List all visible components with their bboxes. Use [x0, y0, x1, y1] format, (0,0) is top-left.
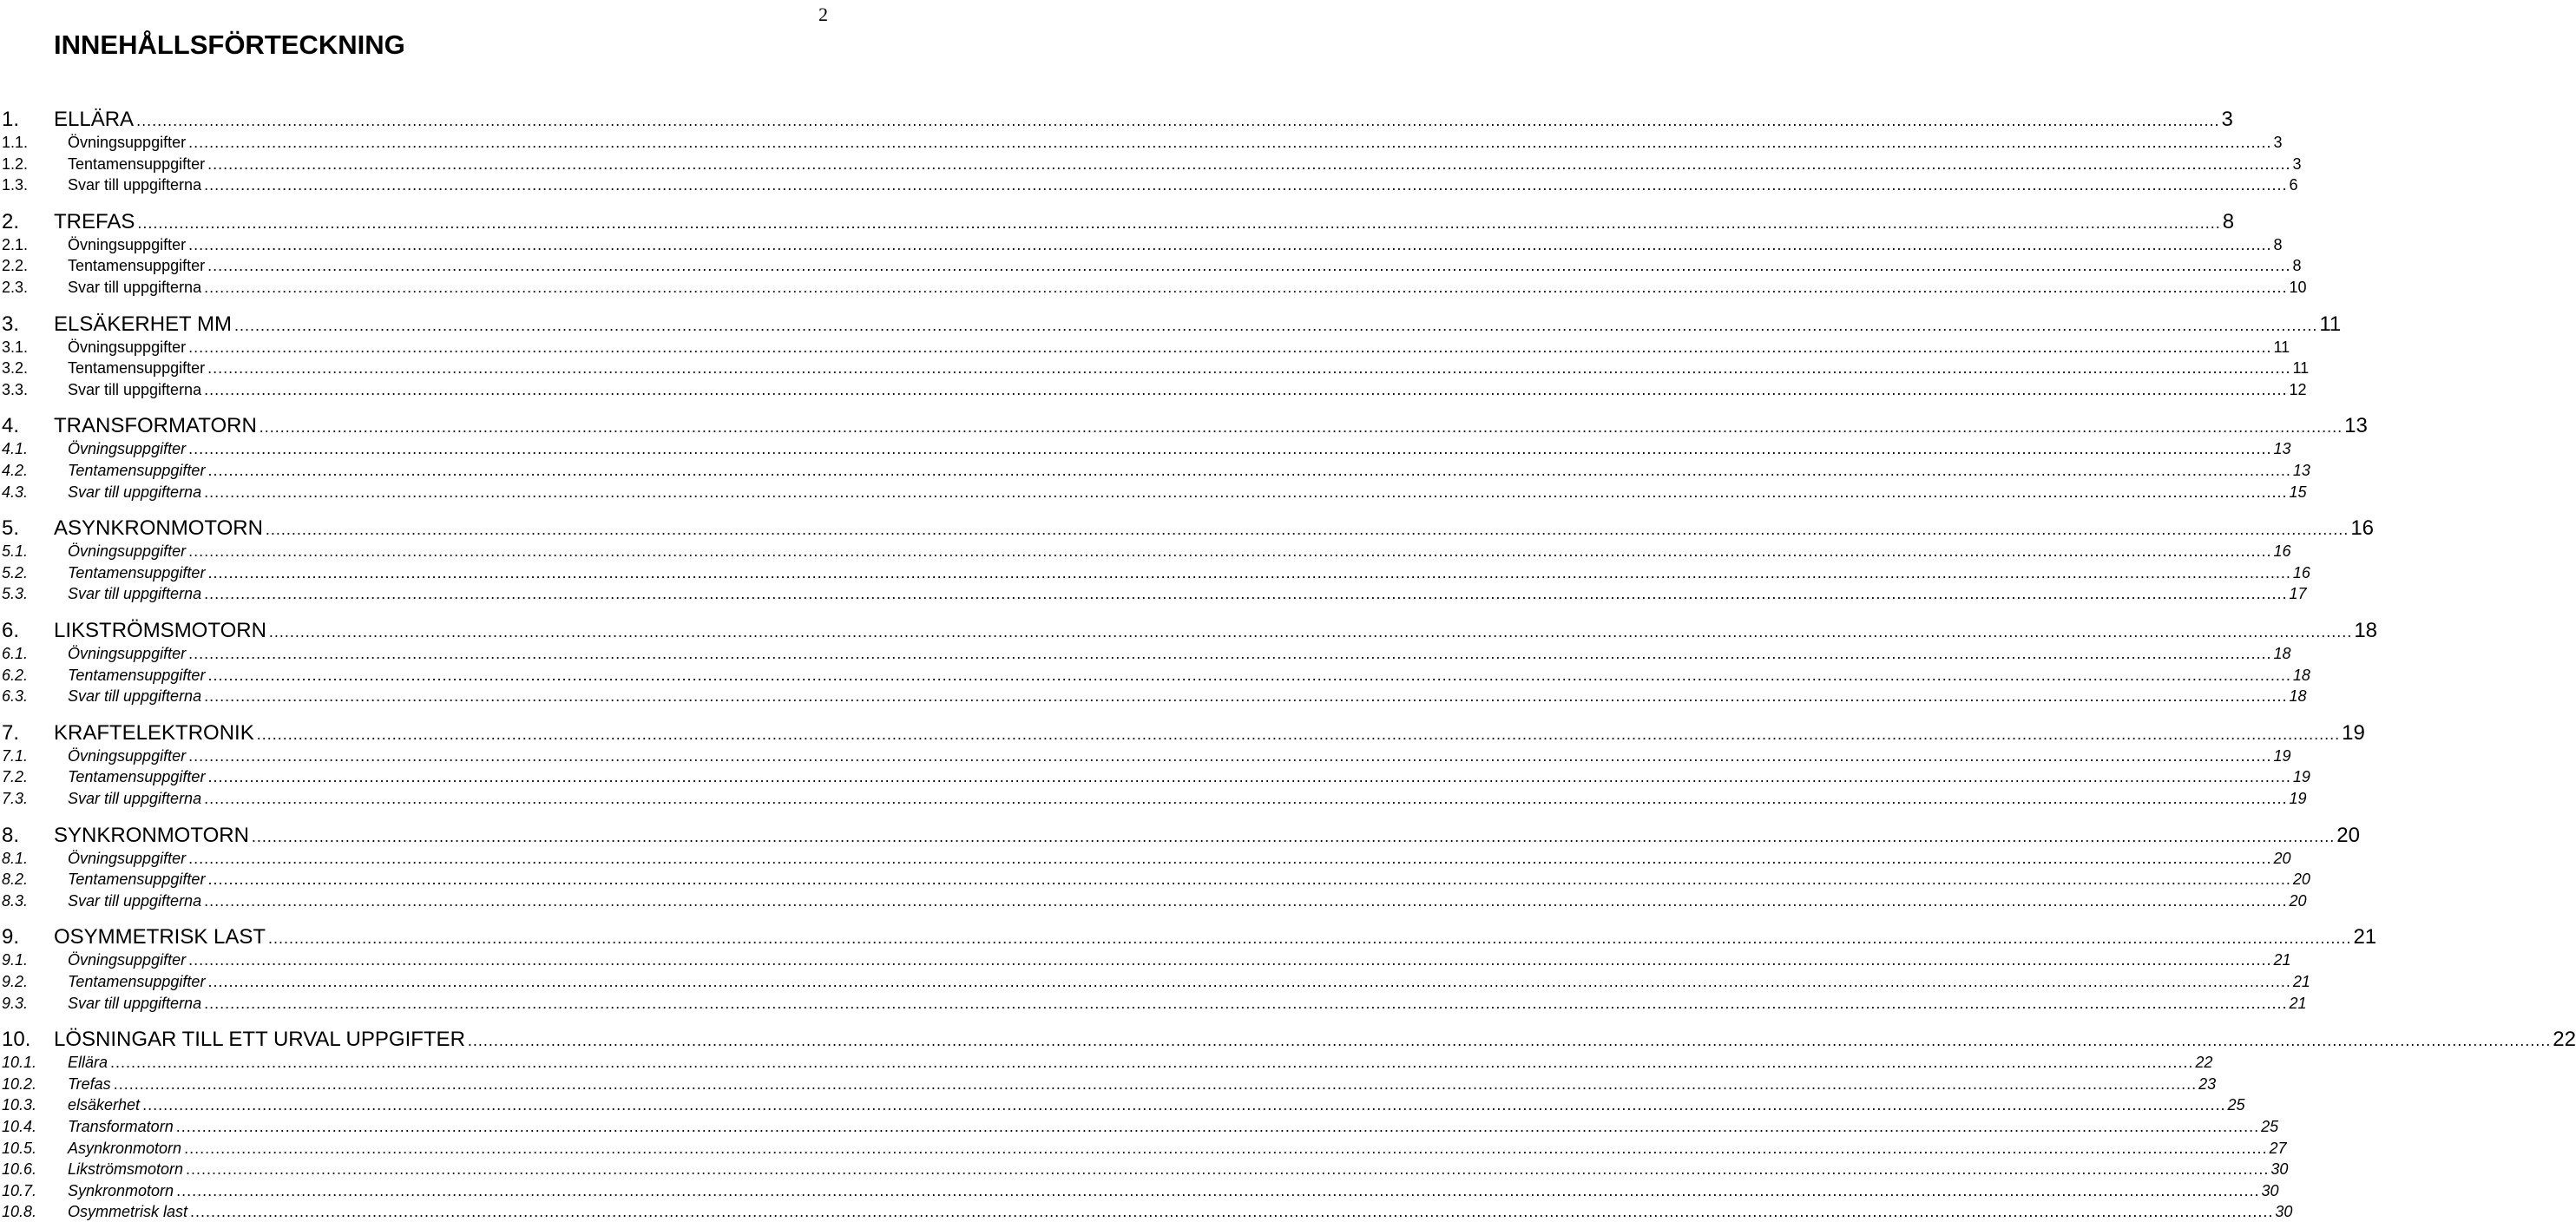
- toc-section-entry[interactable]: [0, 849, 2291, 869]
- dot-leader: ................................................................................................................................................................................................................................................................................................................................................................................................................: [207, 154, 2291, 173]
- toc-entry-number: 10.4.: [2, 1118, 37, 1135]
- dot-leader: ................................................................................................................................................................................................................................................................................................................................................................................................................: [204, 585, 2288, 603]
- toc-entry-line: [54, 516, 2375, 541]
- toc-entry-number: 8.3.: [2, 891, 29, 910]
- dot-leader: ................................................................................................................................................................................................................................................................................................................................................................................................................: [188, 746, 2272, 765]
- toc-entry-page: 13: [2273, 440, 2291, 458]
- toc-entry-line: [68, 380, 2307, 399]
- toc-entry-page: 3: [2273, 134, 2283, 151]
- toc-entry-line: [54, 108, 2233, 132]
- toc-section-entry[interactable]: [0, 585, 2307, 604]
- toc-entry-line: [68, 891, 2307, 910]
- toc-entry-number: 7.2.: [2, 768, 29, 786]
- toc-entry-label: Svar till uppgifterna: [68, 380, 202, 398]
- toc-entry-page: 11: [2273, 338, 2290, 356]
- dot-leader: ................................................................................................................................................................................................................................................................................................................................................................................................................: [204, 891, 2288, 910]
- toc-entry-number: 2.2.: [2, 257, 29, 275]
- toc-entry-line: [68, 687, 2307, 706]
- dot-leader: ................................................................................................................................................................................................................................................................................................................................................................................................................: [207, 257, 2291, 275]
- toc-entry-line: [68, 1181, 2279, 1200]
- toc-entry-number: 3.: [2, 312, 20, 336]
- toc-entry-line: [68, 462, 2310, 480]
- toc-entry-number: 3.1.: [2, 338, 29, 356]
- toc-entry-label: LIKSTRÖMSMOTORN: [54, 619, 266, 642]
- dot-leader: ................................................................................................................................................................................................................................................................................................................................................................................................................: [188, 440, 2272, 458]
- toc-section-entry[interactable]: [0, 1203, 2293, 1222]
- toc-entry-label: Tentamensuppgifter: [68, 871, 206, 889]
- dot-leader: ................................................................................................................................................................................................................................................................................................................................................................................................................: [265, 521, 2349, 539]
- dot-leader: ................................................................................................................................................................................................................................................................................................................................................................................................................: [207, 462, 2291, 479]
- toc-entry-line: [68, 563, 2310, 582]
- dot-leader: ................................................................................................................................................................................................................................................................................................................................................................................................................: [188, 338, 2272, 356]
- toc-entry-label: Övningsuppgifter: [68, 440, 187, 458]
- toc-entry-number: 2.3.: [2, 279, 29, 296]
- toc-chapter-entry[interactable]: [0, 414, 2368, 438]
- toc-entry-line: [68, 1096, 2245, 1114]
- dot-leader: ................................................................................................................................................................................................................................................................................................................................................................................................................: [188, 542, 2272, 561]
- toc-entry-number: 3.2.: [2, 359, 29, 378]
- toc-entry-page: 20: [2336, 823, 2360, 847]
- toc-entry-page: 13: [2292, 462, 2310, 479]
- toc-chapter-entry[interactable]: [0, 925, 2377, 949]
- dot-leader: ................................................................................................................................................................................................................................................................................................................................................................................................................: [207, 666, 2291, 684]
- toc-entry-number: 2.1.: [2, 235, 29, 253]
- toc-entry-page: 16: [2273, 542, 2291, 561]
- dot-leader: ................................................................................................................................................................................................................................................................................................................................................................................................................: [204, 790, 2288, 807]
- toc-entry-line: [68, 790, 2307, 808]
- toc-section-entry[interactable]: [0, 380, 2307, 400]
- toc-chapter-entry[interactable]: [0, 209, 2235, 234]
- toc-entry-label: Synkronmotorn: [68, 1181, 174, 1199]
- toc-entry-line: [54, 619, 2378, 643]
- toc-entry-label: Övningsuppgifter: [68, 849, 187, 867]
- toc-entry-label: Asynkronmotorn: [68, 1139, 182, 1157]
- toc-section-entry[interactable]: [0, 1139, 2287, 1159]
- toc-section-entry[interactable]: [0, 666, 2310, 686]
- toc-entry-number: 6.3.: [2, 687, 29, 706]
- toc-entry-number: 10.3.: [2, 1096, 37, 1114]
- toc-entry-line: [68, 871, 2310, 889]
- toc-entry-line: [68, 951, 2291, 969]
- toc-entry-label: ASYNKRONMOTORN: [54, 516, 263, 541]
- dot-leader: ................................................................................................................................................................................................................................................................................................................................................................................................................: [233, 316, 2318, 334]
- toc-entry-page: 18: [2289, 687, 2307, 706]
- toc-entry-label: Övningsuppgifter: [68, 951, 187, 969]
- toc-entry-label: Tentamensuppgifter: [68, 359, 206, 378]
- toc-entry-label: Svar till uppgifterna: [68, 483, 202, 501]
- toc-chapter-entry[interactable]: [0, 1028, 2576, 1052]
- toc-entry-page: 27: [2269, 1139, 2287, 1157]
- toc-section-entry[interactable]: [0, 462, 2310, 481]
- toc-entry-number: 1.2.: [2, 154, 29, 173]
- toc-chapter-entry[interactable]: [0, 516, 2375, 541]
- toc-section-entry[interactable]: [0, 973, 2310, 992]
- toc-entry-page: 19: [2292, 768, 2310, 786]
- toc-entry-line: [68, 440, 2291, 458]
- toc-entry-number: 6.: [2, 619, 20, 642]
- toc-section-entry[interactable]: [0, 235, 2283, 255]
- toc-entry-number: 6.2.: [2, 666, 29, 684]
- toc-chapter-entry[interactable]: [0, 108, 2233, 132]
- toc-entry-number: 8.2.: [2, 871, 29, 889]
- dot-leader: ................................................................................................................................................................................................................................................................................................................................................................................................................: [207, 768, 2291, 786]
- dot-leader: ................................................................................................................................................................................................................................................................................................................................................................................................................: [188, 849, 2272, 867]
- toc-entry-line: [68, 359, 2310, 378]
- toc-entry-page: 3: [2221, 108, 2233, 131]
- toc-entry-number: 10.1.: [2, 1054, 37, 1072]
- toc-entry-number: 10.2.: [2, 1074, 37, 1093]
- toc-entry-label: Svar till uppgifterna: [68, 585, 202, 603]
- toc-entry-label: Ellära: [68, 1054, 108, 1072]
- toc-entry-number: 9.2.: [2, 973, 29, 990]
- toc-section-entry[interactable]: [0, 1054, 2213, 1073]
- toc-chapter-entry[interactable]: [0, 619, 2378, 643]
- toc-entry-line: [68, 994, 2307, 1013]
- dot-leader: ................................................................................................................................................................................................................................................................................................................................................................................................................: [110, 1054, 2194, 1072]
- toc-entry-page: 19: [2342, 720, 2365, 745]
- toc-entry-number: 10.5.: [2, 1139, 37, 1157]
- toc-entry-page: 18: [2273, 645, 2291, 662]
- toc-entry-label: Transformatorn: [68, 1118, 174, 1135]
- toc-entry-page: 18: [2354, 619, 2378, 642]
- toc-entry-number: 5.2.: [2, 563, 29, 581]
- toc-entry-line: [54, 312, 2342, 337]
- toc-entry-line: [68, 483, 2307, 502]
- dot-leader: ................................................................................................................................................................................................................................................................................................................................................................................................................: [204, 380, 2288, 398]
- toc-entry-page: 16: [2292, 563, 2310, 581]
- toc-entry-label: Övningsuppgifter: [68, 645, 187, 662]
- toc-entry-line: [54, 925, 2377, 949]
- dot-leader: ................................................................................................................................................................................................................................................................................................................................................................................................................: [204, 483, 2288, 501]
- toc-entry-number: 8.1.: [2, 849, 29, 867]
- toc-section-entry[interactable]: [0, 1096, 2245, 1115]
- dot-leader: ................................................................................................................................................................................................................................................................................................................................................................................................................: [207, 359, 2291, 378]
- toc-entry-number: 10.: [2, 1028, 31, 1052]
- toc-entry-number: 5.3.: [2, 585, 29, 603]
- dot-leader: ................................................................................................................................................................................................................................................................................................................................................................................................................: [137, 214, 2221, 232]
- toc-section-entry[interactable]: [0, 790, 2307, 809]
- toc-entry-page: 30: [2270, 1160, 2289, 1179]
- dot-leader: ................................................................................................................................................................................................................................................................................................................................................................................................................: [204, 176, 2288, 194]
- toc-entry-line: [68, 1054, 2213, 1072]
- toc-entry-label: Likströmsmotorn: [68, 1160, 184, 1179]
- toc-entry-line: [68, 338, 2290, 357]
- toc-entry-line: [68, 746, 2291, 765]
- toc-entry-label: Övningsuppgifter: [68, 134, 187, 151]
- toc-entry-line: [68, 645, 2291, 663]
- toc-entry-line: [68, 1160, 2289, 1179]
- toc-entry-label: Övningsuppgifter: [68, 542, 187, 561]
- toc-entry-number: 6.1.: [2, 645, 29, 662]
- toc-entry-number: 9.1.: [2, 951, 29, 969]
- toc-entry-label: Osymmetrisk last: [68, 1203, 188, 1221]
- toc-entry-line: [68, 1203, 2293, 1221]
- toc-entry-label: Tentamensuppgifter: [68, 973, 206, 990]
- toc-entry-number: 10.7.: [2, 1181, 37, 1199]
- toc-entry-line: [68, 279, 2307, 297]
- toc-entry-line: [68, 585, 2307, 603]
- toc-section-entry[interactable]: [0, 338, 2290, 358]
- toc-entry-line: [68, 176, 2298, 194]
- toc-entry-page: 10: [2289, 279, 2307, 296]
- dot-leader: ................................................................................................................................................................................................................................................................................................................................................................................................................: [188, 134, 2272, 151]
- toc-entry-number: 5.: [2, 516, 20, 541]
- toc-entry-number: 9.3.: [2, 994, 29, 1012]
- toc-entry-line: [68, 154, 2302, 174]
- toc-section-entry[interactable]: [0, 542, 2291, 562]
- toc-entry-page: 18: [2292, 666, 2310, 684]
- toc-section-entry[interactable]: [0, 359, 2310, 378]
- toc-entry-label: Tentamensuppgifter: [68, 666, 206, 684]
- toc-entry-number: 7.: [2, 720, 20, 745]
- toc-entry-page: 20: [2289, 891, 2307, 910]
- toc-entry-number: 8.: [2, 823, 20, 847]
- page-title: INNEHÅLLSFÖRTECKNING: [54, 30, 405, 60]
- toc-entry-page: 21: [2289, 994, 2307, 1012]
- toc-entry-line: [68, 257, 2302, 275]
- toc-entry-line: [54, 720, 2365, 746]
- dot-leader: ................................................................................................................................................................................................................................................................................................................................................................................................................: [207, 871, 2291, 889]
- toc-entry-label: Tentamensuppgifter: [68, 768, 206, 786]
- dot-leader: ................................................................................................................................................................................................................................................................................................................................................................................................................: [268, 623, 2353, 641]
- toc-section-entry[interactable]: [0, 687, 2307, 706]
- dot-leader: ................................................................................................................................................................................................................................................................................................................................................................................................................: [188, 645, 2272, 662]
- toc-entry-number: 9.: [2, 925, 20, 949]
- toc-entry-page: 8: [2222, 209, 2235, 233]
- dot-leader: ................................................................................................................................................................................................................................................................................................................................................................................................................: [256, 725, 2341, 743]
- dot-leader: ................................................................................................................................................................................................................................................................................................................................................................................................................: [188, 951, 2272, 969]
- toc-entry-page: 17: [2289, 585, 2307, 603]
- toc-entry-label: Tentamensuppgifter: [68, 154, 206, 173]
- toc-entry-page: 23: [2198, 1074, 2217, 1093]
- toc-entry-label: Svar till uppgifterna: [68, 891, 202, 910]
- toc-entry-label: Övningsuppgifter: [68, 235, 187, 253]
- toc-entry-page: 30: [2275, 1203, 2293, 1221]
- toc-section-entry[interactable]: [0, 746, 2291, 766]
- toc-entry-number: 7.3.: [2, 790, 29, 807]
- toc-section-entry[interactable]: [0, 891, 2307, 911]
- toc-entry-line: [54, 414, 2368, 438]
- toc-entry-line: [68, 235, 2283, 254]
- toc-entry-page: 12: [2289, 380, 2307, 398]
- toc-entry-page: 13: [2344, 414, 2368, 438]
- toc-entry-page: 8: [2292, 257, 2302, 275]
- toc-section-entry[interactable]: [0, 994, 2307, 1014]
- toc-entry-page: 25: [2261, 1118, 2279, 1135]
- toc-entry-number: 1.1.: [2, 134, 29, 151]
- dot-leader: ................................................................................................................................................................................................................................................................................................................................................................................................................: [175, 1118, 2260, 1135]
- toc-section-entry[interactable]: [0, 176, 2298, 195]
- toc-entry-label: SYNKRONMOTORN: [54, 823, 249, 847]
- toc-entry-line: [68, 1118, 2279, 1136]
- toc-entry-page: 21: [2273, 951, 2291, 969]
- toc-entry-label: Trefas: [68, 1074, 111, 1093]
- toc-entry-number: 10.6.: [2, 1160, 37, 1179]
- toc-entry-label: Övningsuppgifter: [68, 746, 187, 765]
- dot-leader: ................................................................................................................................................................................................................................................................................................................................................................................................................: [204, 279, 2288, 296]
- toc-section-entry[interactable]: [0, 645, 2291, 664]
- dot-leader: ................................................................................................................................................................................................................................................................................................................................................................................................................: [207, 973, 2291, 990]
- toc-section-entry[interactable]: [0, 768, 2310, 787]
- toc-entry-page: 19: [2273, 746, 2291, 765]
- toc-section-entry[interactable]: [0, 871, 2310, 890]
- dot-leader: ................................................................................................................................................................................................................................................................................................................................................................................................................: [251, 827, 2336, 845]
- toc-entry-label: Svar till uppgifterna: [68, 994, 202, 1012]
- toc-entry-number: 1.3.: [2, 176, 29, 194]
- toc-entry-line: [54, 823, 2360, 848]
- dot-leader: ................................................................................................................................................................................................................................................................................................................................................................................................................: [184, 1139, 2268, 1157]
- toc-chapter-entry[interactable]: [0, 720, 2365, 746]
- toc-entry-label: TREFAS: [54, 209, 135, 233]
- toc-chapter-entry[interactable]: [0, 312, 2342, 337]
- toc-entry-label: elsäkerhet: [68, 1096, 141, 1114]
- toc-entry-label: Svar till uppgifterna: [68, 279, 202, 296]
- toc-entry-page: 21: [2292, 973, 2310, 990]
- toc-section-entry[interactable]: [0, 1160, 2289, 1179]
- toc-entry-page: 30: [2261, 1181, 2279, 1199]
- toc-entry-line: [68, 1074, 2217, 1094]
- toc-entry-number: 2.: [2, 209, 20, 233]
- toc-chapter-entry[interactable]: [0, 823, 2360, 848]
- dot-leader: ................................................................................................................................................................................................................................................................................................................................................................................................................: [268, 930, 2352, 948]
- toc-section-entry[interactable]: [0, 1074, 2217, 1094]
- toc-entry-number: 10.8.: [2, 1203, 37, 1221]
- toc-entry-line: [68, 666, 2310, 685]
- toc-entry-page: 6: [2289, 176, 2298, 194]
- toc-entry-number: 4.3.: [2, 483, 29, 501]
- dot-leader: ................................................................................................................................................................................................................................................................................................................................................................................................................: [190, 1203, 2274, 1221]
- toc-section-entry[interactable]: [0, 154, 2302, 174]
- toc-section-entry[interactable]: [0, 257, 2302, 276]
- toc-entry-label: KRAFTELEKTRONIK: [54, 720, 254, 745]
- toc-section-entry[interactable]: [0, 951, 2291, 970]
- dot-leader: ................................................................................................................................................................................................................................................................................................................................................................................................................: [259, 418, 2343, 437]
- toc-entry-number: 7.1.: [2, 746, 29, 765]
- dot-leader: ................................................................................................................................................................................................................................................................................................................................................................................................................: [176, 1181, 2260, 1199]
- toc-entry-number: 3.3.: [2, 380, 29, 398]
- toc-entry-label: TRANSFORMATORN: [54, 414, 257, 438]
- toc-section-entry[interactable]: [0, 279, 2307, 298]
- toc-entry-line: [68, 1139, 2287, 1158]
- toc-entry-number: 4.2.: [2, 462, 29, 479]
- toc-entry-number: 5.1.: [2, 542, 29, 561]
- dot-leader: ................................................................................................................................................................................................................................................................................................................................................................................................................: [113, 1074, 2198, 1093]
- dot-leader: ................................................................................................................................................................................................................................................................................................................................................................................................................: [186, 1160, 2270, 1179]
- dot-leader: ................................................................................................................................................................................................................................................................................................................................................................................................................: [204, 687, 2288, 706]
- toc-entry-label: Övningsuppgifter: [68, 338, 187, 356]
- dot-leader: ................................................................................................................................................................................................................................................................................................................................................................................................................: [136, 112, 2220, 129]
- toc-entry-page: 3: [2292, 154, 2302, 173]
- toc-entry-label: Svar till uppgifterna: [68, 687, 202, 706]
- toc-entry-label: LÖSNINGAR TILL ETT URVAL UPPGIFTER: [54, 1028, 465, 1052]
- toc-entry-page: 22: [2553, 1028, 2576, 1052]
- toc-section-entry[interactable]: [0, 483, 2307, 503]
- toc-entry-line: [68, 973, 2310, 991]
- toc-entry-label: ELLÄRA: [54, 108, 135, 131]
- toc-entry-label: Svar till uppgifterna: [68, 790, 202, 807]
- toc-entry-line: [68, 768, 2310, 786]
- toc-entry-page: 21: [2353, 925, 2377, 949]
- toc-entry-line: [54, 209, 2235, 234]
- toc-entry-number: 1.: [2, 108, 20, 131]
- toc-entry-page: 11: [2292, 359, 2310, 378]
- toc-entry-label: OSYMMETRISK LAST: [54, 925, 266, 949]
- toc-entry-page: 20: [2292, 871, 2310, 889]
- toc-section-entry[interactable]: [0, 440, 2291, 459]
- toc-entry-label: ELSÄKERHET MM: [54, 312, 232, 336]
- toc-entry-page: 19: [2289, 790, 2307, 807]
- toc-entry-page: 20: [2273, 849, 2291, 867]
- toc-entry-number: 4.1.: [2, 440, 29, 458]
- toc-section-entry[interactable]: [0, 134, 2283, 153]
- dot-leader: ................................................................................................................................................................................................................................................................................................................................................................................................................: [467, 1032, 2552, 1050]
- dot-leader: ................................................................................................................................................................................................................................................................................................................................................................................................................: [188, 235, 2272, 253]
- toc-section-entry[interactable]: [0, 1181, 2279, 1201]
- dot-leader: ................................................................................................................................................................................................................................................................................................................................................................................................................: [204, 994, 2288, 1012]
- dot-leader: ................................................................................................................................................................................................................................................................................................................................................................................................................: [207, 563, 2291, 581]
- toc-entry-page: 25: [2227, 1096, 2245, 1114]
- toc-entry-page: 11: [2319, 312, 2342, 336]
- toc-entry-label: Tentamensuppgifter: [68, 257, 206, 275]
- toc-section-entry[interactable]: [0, 563, 2310, 583]
- toc-entry-line: [54, 1028, 2576, 1052]
- toc-entry-number: 4.: [2, 414, 20, 438]
- toc-entry-label: Tentamensuppgifter: [68, 462, 206, 479]
- toc-entry-page: 15: [2289, 483, 2307, 501]
- toc-entry-page: 8: [2273, 235, 2283, 253]
- toc-section-entry[interactable]: [0, 1118, 2279, 1137]
- page-number: 2: [818, 3, 828, 25]
- toc-entry-page: 22: [2195, 1054, 2213, 1072]
- toc-entry-line: [68, 849, 2291, 868]
- toc-entry-line: [68, 542, 2291, 561]
- toc-entry-label: Tentamensuppgifter: [68, 563, 206, 581]
- dot-leader: ................................................................................................................................................................................................................................................................................................................................................................................................................: [142, 1096, 2226, 1114]
- toc-entry-line: [68, 134, 2283, 152]
- toc-entry-label: Svar till uppgifterna: [68, 176, 202, 194]
- toc-entry-page: 16: [2350, 516, 2375, 541]
